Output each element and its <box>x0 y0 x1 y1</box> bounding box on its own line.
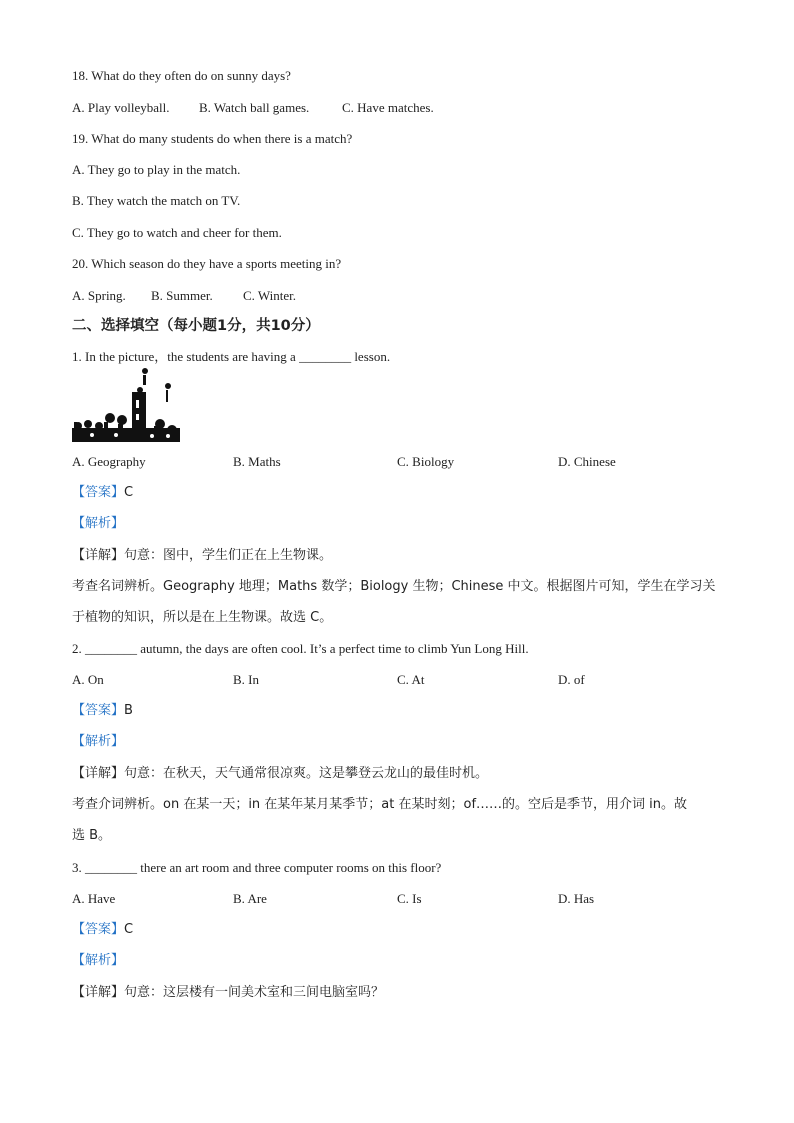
s3-answer-value: C <box>124 922 134 937</box>
analysis-tag: 【解析】 <box>72 953 125 968</box>
s1-detail-line2: 考查名词辨析。Geography 地理；Maths 数学；Biology 生物；Chinese 中文。根据图片可知，学生在学习关 <box>72 579 716 594</box>
q19-option-a: A. They go to play in the match. <box>72 162 241 177</box>
s2-detail-line3: 选 B。 <box>72 828 112 843</box>
s2-option-a: A. On <box>72 672 104 687</box>
detail-tag: 【详解】 <box>72 985 125 1000</box>
s2-answer-row <box>72 703 133 719</box>
q20-question: 20. Which season do they have a sports meeting in? <box>72 256 342 271</box>
s3-option-d: D. Has <box>558 891 595 906</box>
s2-detail-text: 句意：在秋天，天气通常很凉爽。这是攀登云龙山的最佳时机。 <box>124 766 489 781</box>
q18-option-b: B. Watch ball games. <box>199 100 310 115</box>
s1-option-c: C. Biology <box>397 454 455 469</box>
s3-option-b: B. Are <box>233 891 267 906</box>
s2-question: 2. ________ autumn, the days are often cool. It’s a perfect time to climb Yun Long Hill. <box>72 641 529 656</box>
s3-answer-row <box>72 922 133 938</box>
q18-question: 18. What do they often do on sunny days? <box>72 68 291 83</box>
s3-detail-text: 句意：这层楼有一间美术室和三间电脑室吗？ <box>124 985 385 1000</box>
s2-detail-line2: 考查介词辨析。on 在某一天；in 在某年某月某季节；at 在某时刻；of……的。空后是季节，用介词 in。故 <box>72 797 688 812</box>
q20-option-a: A. Spring. <box>72 288 126 303</box>
s1-answer-row <box>72 485 133 501</box>
analysis-tag: 【解析】 <box>72 516 125 531</box>
classroom-picture <box>72 366 180 444</box>
s1-analysis-tag <box>72 516 124 532</box>
s1-detail-row <box>72 548 332 564</box>
q19-option-c: C. They go to watch and cheer for them. <box>72 225 282 240</box>
s1-detail-text: 句意：图中，学生们正在上生物课。 <box>124 548 333 563</box>
detail-tag: 【详解】 <box>72 766 125 781</box>
detail-tag: 【详解】 <box>72 548 125 563</box>
s2-option-c: C. At <box>397 672 425 687</box>
s2-option-b: B. In <box>233 672 259 687</box>
answer-tag: 【答案】 <box>72 485 125 500</box>
s2-analysis-tag <box>72 734 124 750</box>
section-title: 二、选择填空（每小题1分，共10分） <box>72 318 320 334</box>
answer-tag: 【答案】 <box>72 703 125 718</box>
s3-analysis-tag <box>72 953 124 969</box>
q19-option-b: B. They watch the match on TV. <box>72 193 241 208</box>
s1-answer-value: C <box>124 485 134 500</box>
s2-option-d: D. of <box>558 672 585 687</box>
s1-option-a: A. Geography <box>72 454 146 469</box>
s2-answer-value: B <box>124 703 133 718</box>
q20-option-b: B. Summer. <box>151 288 213 303</box>
s3-detail-row <box>72 985 384 1001</box>
analysis-tag: 【解析】 <box>72 734 125 749</box>
s3-option-a: A. Have <box>72 891 116 906</box>
s1-option-d: D. Chinese <box>558 454 616 469</box>
q19-question: 19. What do many students do when there is a match? <box>72 131 353 146</box>
s1-option-b: B. Maths <box>233 454 281 469</box>
s2-detail-row <box>72 766 488 782</box>
s1-detail-line3: 于植物的知识，所以是在上生物课。故选 C。 <box>72 610 333 625</box>
q20-option-c: C. Winter. <box>243 288 297 303</box>
s3-question: 3. ________ there an art room and three computer rooms on this floor? <box>72 860 442 875</box>
q18-option-c: C. Have matches. <box>342 100 434 115</box>
q18-option-a: A. Play volleyball. <box>72 100 170 115</box>
answer-tag: 【答案】 <box>72 922 125 937</box>
s1-question: 1. In the picture，the students are having a ________ lesson. <box>72 349 391 364</box>
s3-option-c: C. Is <box>397 891 422 906</box>
